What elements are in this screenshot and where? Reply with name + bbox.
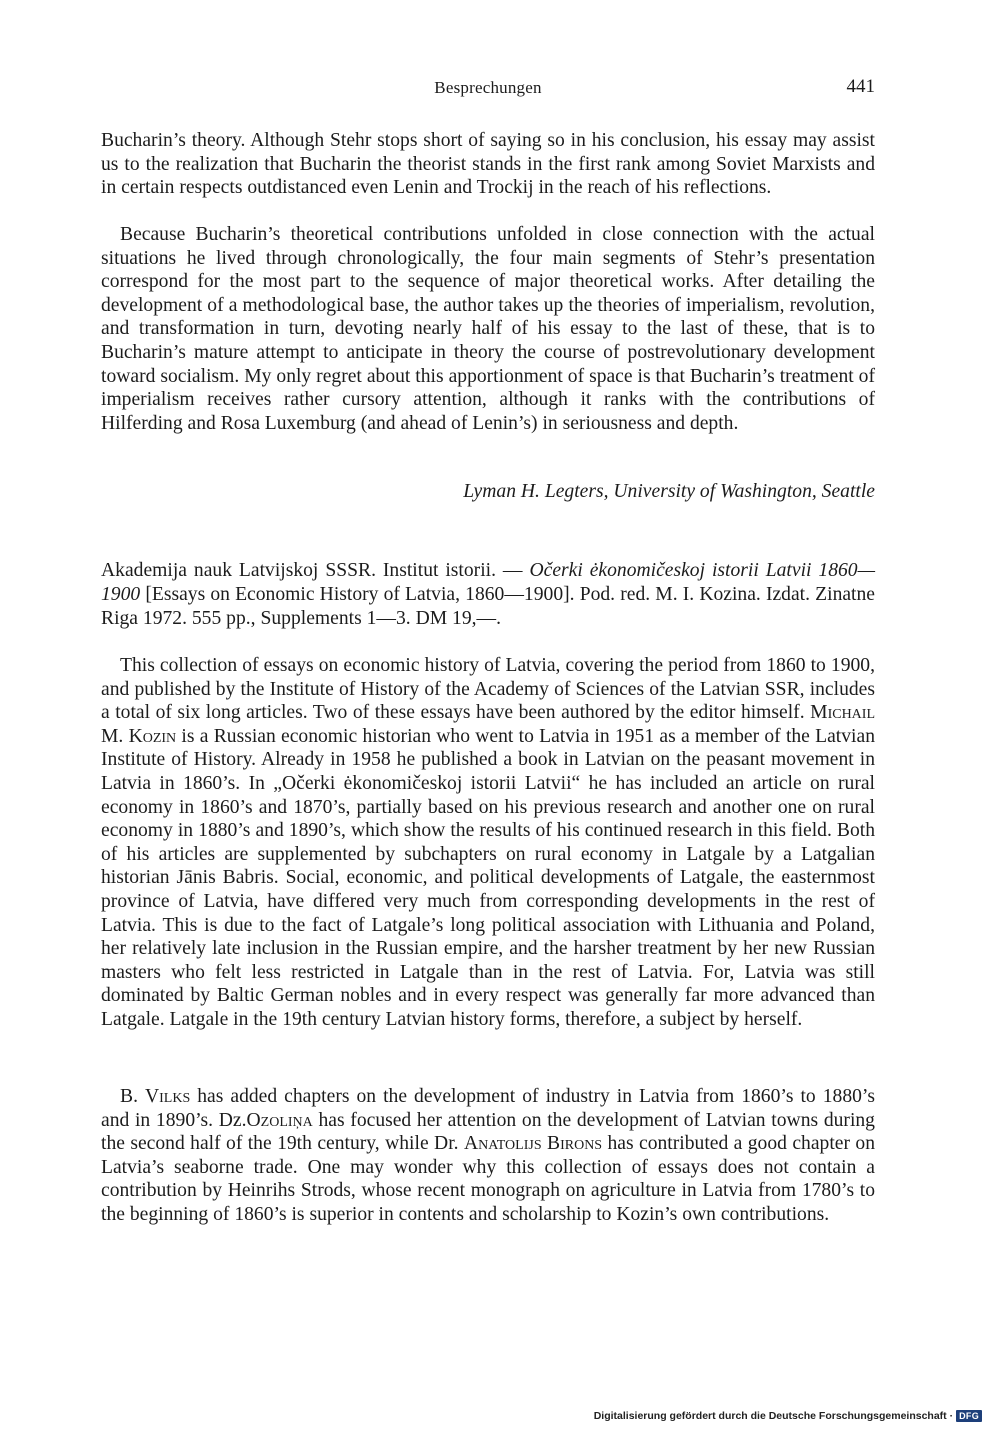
p3-text-a: This collection of essays on economic history of Latvia, covering the period from 1860 to 1900, and published by the Institute of History of the Academy of Sciences of the Latvian SSR, includes a total of six long articles. Two of these essays have been authored by the editor himself.	[101, 655, 875, 724]
p4-text-b: has added chapters on the development of industry in Latvia from 1860’s to 1880’s and in 1890’s. Dz.	[101, 1086, 875, 1131]
review1-paragraph-2: Because Bucharin’s theoretical contributions unfolded in close connection with the actual situations he lived through chronologically, the four main segments of Stehr’s presentation correspond for the most part to the sequence of major theoretical works. After detailing the development of a methodological base, the author takes up the theories of imperialism, revolution, and transformation in turn, devoting nearly half of his essay to the last of these, that is to Bucharin’s mature attempt to anticipate in theory the course of postrevolutionary development toward socialism. My only regret about this apportionment of space is that Bucharin’s treatment of imperialism receives rather cursory attention, although it ranks with the contributions of Hilferding and Rosa Luxemburg (and ahead of Lenin’s) in seriousness and depth.	[101, 224, 875, 434]
author-name-kozin: Michail M. Kozin	[101, 702, 875, 747]
p4-text-a: B.	[120, 1086, 145, 1107]
author-name-ozolina: Ozoliņa	[246, 1109, 313, 1131]
review2-paragraph-2	[101, 1085, 875, 1227]
page-number: 441	[846, 76, 875, 97]
p4-text-d: has contributed a good chapter on Latvia’s seaborne trade. One may wonder why this collection of essays does not contain a contribution by Heinrihs Strods, whose recent monograph on agriculture in Latvia from 1780’s to the beginning of 1860’s is superior in contents and scholarship to Kozin’s own contributions.	[101, 1133, 875, 1225]
citation-publisher: Akademija nauk Latvijskoj SSSR. Institut istorii. —	[101, 560, 530, 581]
p3-text-b: is a Russian economic historian who went to Latvia in 1951 as a member of the Latvian Institute of History. Already in 1958 he published a book in Latvian on the peasant movement in Latvia in 1860’s. In „Očerki ėkonomičeskoj istorii Latvii“ he has included an article on rural economy in 1860’s and 1870’s, partially based on his previous research and another one on rural economy in 1880’s and 1890’s, which show the results of his continued research in this field. Both of his articles are supplemented by subchapters on rural economy in Latgale by a Latgalian historian Jānis Babris. Social, economic, and political developments of Latgale, the easternmost province of Latvia, have differed very much from corresponding developments in the rest of Latvia. This is due to the fact of Latgale’s long political association with Lithuania and Poland, her relatively late inclusion in the Russian empire, and the harsher treatment by her new Russian masters who felt less restricted in Latgale than in the rest of Latvia. For, Latvia was still dominated by Baltic German nobles and in every respect was generally far more advanced than Latgale. Latgale in the 19th century Latvian history forms, therefore, a subject by herself.	[101, 725, 875, 1030]
citation-details: [Essays on Economic History of Latvia, 1860—1900]. Pod. red. M. I. Kozina. Izdat. Zinatne Riga 1972. 555 pp., Supplements 1—3. DM 19,—.	[101, 584, 875, 629]
citation-title: Očerki ėkonomičeskoj istorii Latvii 1860—1900	[101, 560, 876, 605]
review1-paragraph-1: Bucharin’s theory. Although Stehr stops short of saying so in his conclusion, his essay may assist us to the realization that Bucharin the theorist stands in the first rank among Soviet Marxists and in certain respects outdistanced even Lenin and Trockij in the reach of his reflections.	[101, 130, 875, 199]
p4-text-c: has focused her attention on the development of Latvian towns during the second half of the 19th century, while Dr.	[101, 1109, 875, 1155]
review2-paragraph-1	[101, 654, 875, 1032]
author-name-birons: Anatolijs Birons	[463, 1133, 603, 1155]
section-title: Besprechungen	[434, 78, 542, 97]
running-head	[101, 76, 875, 102]
review2-citation	[101, 559, 875, 631]
dfg-logo-icon: DFG	[956, 1410, 982, 1422]
review1-signature: Lyman H. Legters, University of Washington, Seattle	[463, 481, 875, 502]
author-name-vilks: Vilks	[144, 1086, 191, 1107]
footer-text: Digitalisierung gefördert durch die Deutsche Forschungsgemeinschaft ·	[593, 1410, 954, 1422]
digitization-footer	[594, 1410, 982, 1422]
